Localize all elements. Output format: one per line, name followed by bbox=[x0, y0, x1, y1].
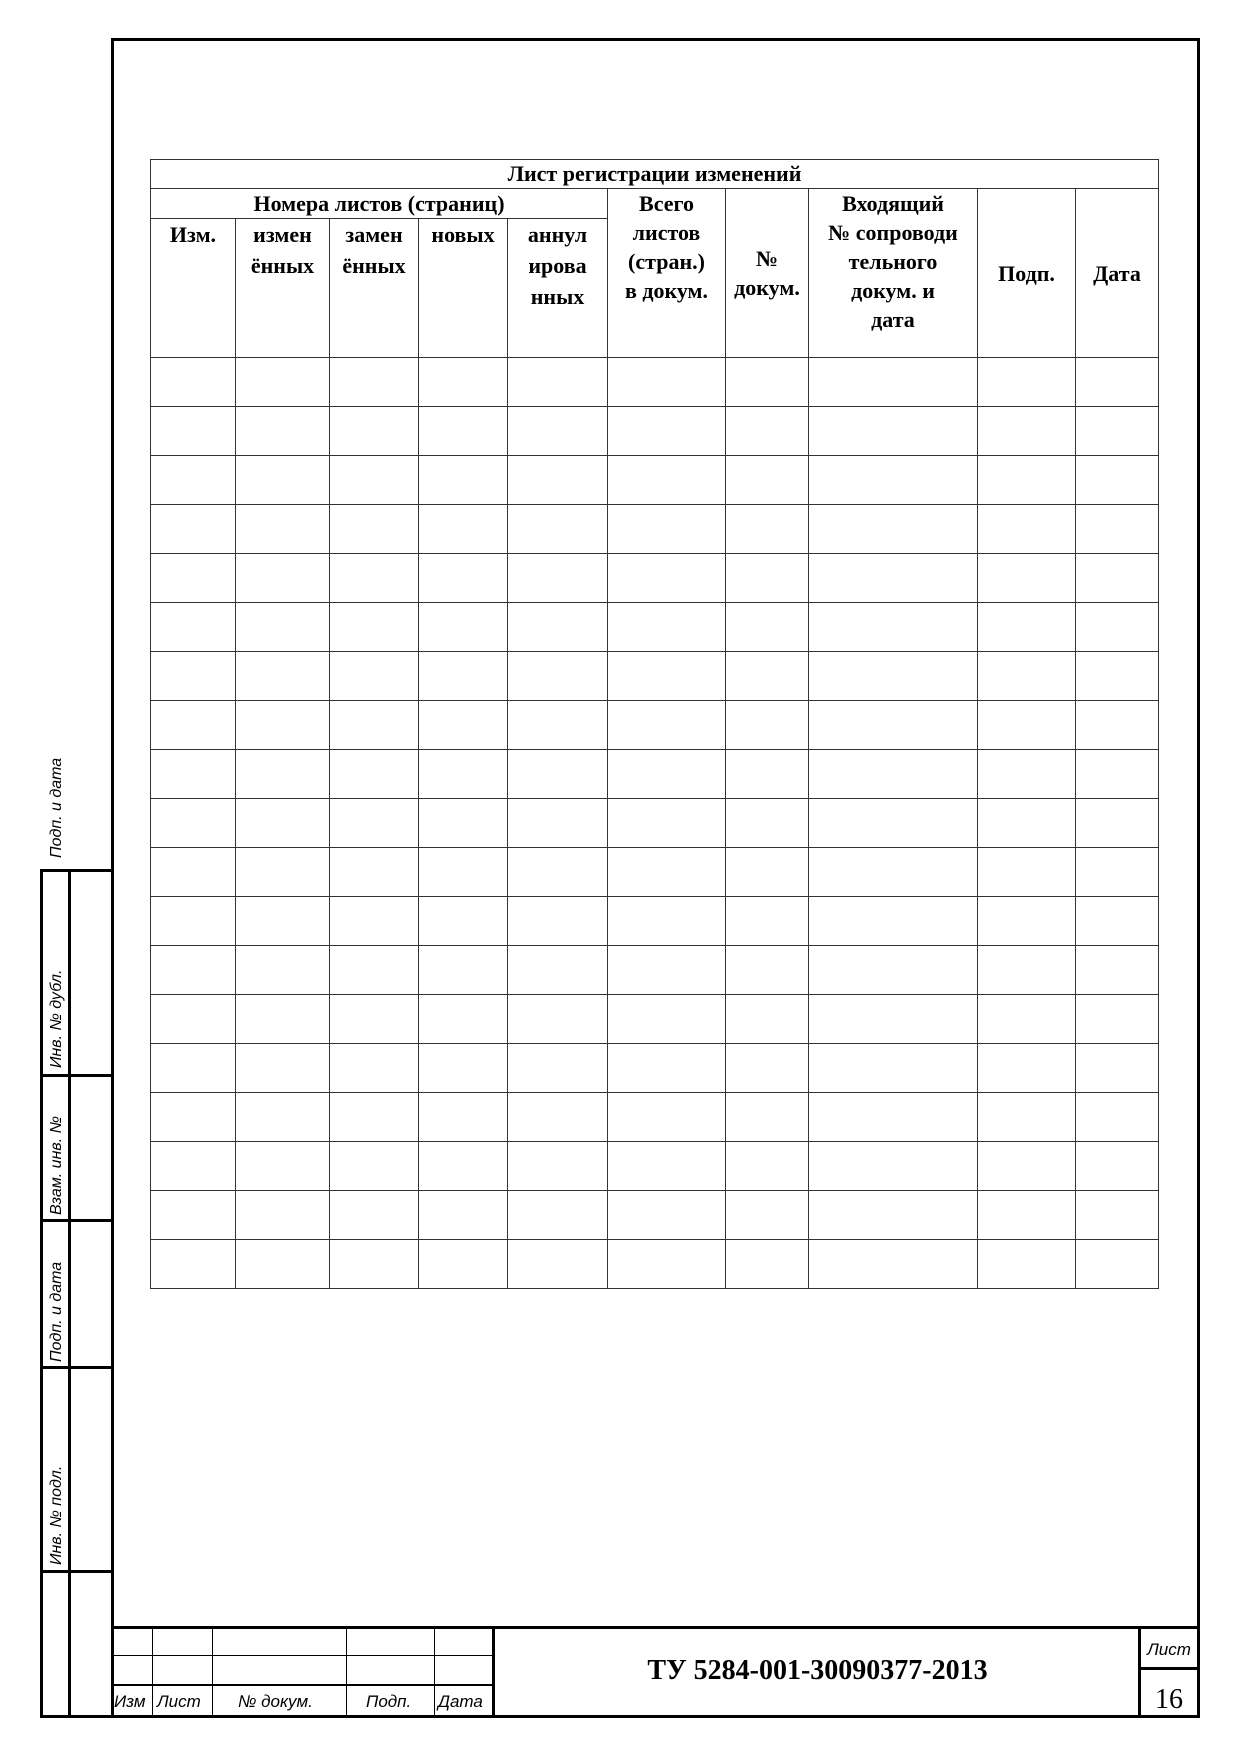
table-cell bbox=[508, 946, 608, 995]
table-cell bbox=[151, 1044, 236, 1093]
col-izm: Изм. bbox=[151, 219, 236, 358]
table-cell bbox=[151, 1142, 236, 1191]
table-cell bbox=[151, 554, 236, 603]
table-cell bbox=[608, 652, 726, 701]
table-cell bbox=[151, 603, 236, 652]
table-cell bbox=[330, 505, 419, 554]
table-cell bbox=[151, 652, 236, 701]
table-cell bbox=[809, 603, 978, 652]
table-row bbox=[151, 750, 1159, 799]
table-cell bbox=[330, 701, 419, 750]
table-cell bbox=[1076, 407, 1159, 456]
table-cell bbox=[726, 652, 809, 701]
table-cell bbox=[726, 897, 809, 946]
table-cell bbox=[419, 1142, 508, 1191]
table-row bbox=[151, 946, 1159, 995]
table-cell bbox=[151, 407, 236, 456]
table-cell bbox=[978, 848, 1076, 897]
col-changed: измен ённых bbox=[236, 219, 330, 358]
table-cell bbox=[508, 799, 608, 848]
table-cell bbox=[726, 1240, 809, 1289]
side-label-inv-podl: Инв. № подл. bbox=[48, 1465, 65, 1565]
table-row bbox=[151, 603, 1159, 652]
table-cell bbox=[608, 358, 726, 407]
table-cell bbox=[508, 456, 608, 505]
table-cell bbox=[508, 995, 608, 1044]
table-cell bbox=[608, 1142, 726, 1191]
table-cell bbox=[608, 1044, 726, 1093]
table-cell bbox=[809, 652, 978, 701]
table-row bbox=[151, 407, 1159, 456]
table-row bbox=[151, 1093, 1159, 1142]
table-cell bbox=[508, 1044, 608, 1093]
table-cell bbox=[419, 750, 508, 799]
table-cell bbox=[978, 897, 1076, 946]
change-registration-table bbox=[150, 159, 1159, 1289]
table-cell bbox=[1076, 1240, 1159, 1289]
table-cell bbox=[978, 456, 1076, 505]
table-cell bbox=[1076, 1191, 1159, 1240]
table-cell bbox=[978, 750, 1076, 799]
table-cell bbox=[330, 1044, 419, 1093]
table-cell bbox=[1076, 505, 1159, 554]
table-cell bbox=[1076, 603, 1159, 652]
table-cell bbox=[151, 456, 236, 505]
table-cell bbox=[236, 1240, 330, 1289]
table-cell bbox=[726, 848, 809, 897]
table-cell bbox=[508, 1191, 608, 1240]
table-cell bbox=[608, 701, 726, 750]
table-cell bbox=[330, 897, 419, 946]
table-cell bbox=[236, 505, 330, 554]
table-cell bbox=[419, 946, 508, 995]
table-cell bbox=[330, 358, 419, 407]
table-cell bbox=[1076, 799, 1159, 848]
table-cell bbox=[809, 554, 978, 603]
table-cell bbox=[726, 1142, 809, 1191]
table-cell bbox=[978, 799, 1076, 848]
table-cell bbox=[151, 799, 236, 848]
table-cell bbox=[809, 848, 978, 897]
table-cell bbox=[608, 603, 726, 652]
table-cell bbox=[236, 554, 330, 603]
table-cell bbox=[809, 505, 978, 554]
table-cell bbox=[1076, 848, 1159, 897]
table-cell bbox=[1076, 1044, 1159, 1093]
table-cell bbox=[508, 554, 608, 603]
col-annulled: аннул ирова нных bbox=[508, 219, 608, 358]
table-cell bbox=[1076, 946, 1159, 995]
table-cell bbox=[978, 946, 1076, 995]
table-cell bbox=[809, 1093, 978, 1142]
table-cell bbox=[330, 652, 419, 701]
table-cell bbox=[236, 995, 330, 1044]
table-cell bbox=[236, 701, 330, 750]
col-replaced: замен ённых bbox=[330, 219, 419, 358]
table-row bbox=[151, 652, 1159, 701]
table-cell bbox=[809, 946, 978, 995]
table-row bbox=[151, 1240, 1159, 1289]
table-cell bbox=[236, 456, 330, 505]
side-stamp-rule bbox=[40, 1366, 114, 1369]
table-cell bbox=[726, 1044, 809, 1093]
title-block-rule bbox=[111, 1655, 495, 1656]
table-cell bbox=[809, 1191, 978, 1240]
table-cell bbox=[151, 750, 236, 799]
table-cell bbox=[508, 407, 608, 456]
table-cell bbox=[419, 554, 508, 603]
table-cell bbox=[508, 1142, 608, 1191]
table-cell bbox=[330, 750, 419, 799]
table-cell bbox=[151, 995, 236, 1044]
tb-label-date: Дата bbox=[438, 1692, 483, 1711]
table-cell bbox=[330, 1191, 419, 1240]
table-cell bbox=[330, 1093, 419, 1142]
table-cell bbox=[236, 1093, 330, 1142]
title-block-col bbox=[346, 1626, 347, 1718]
table-body bbox=[151, 358, 1159, 1289]
col-total-sheets: Всего листов (стран.) в докум. bbox=[608, 189, 726, 358]
title-block-rule bbox=[111, 1684, 495, 1686]
table-row bbox=[151, 456, 1159, 505]
table-cell bbox=[151, 1093, 236, 1142]
table-cell bbox=[978, 603, 1076, 652]
table-cell bbox=[419, 456, 508, 505]
table-cell bbox=[1076, 1142, 1159, 1191]
table-cell bbox=[608, 1093, 726, 1142]
table-cell bbox=[236, 407, 330, 456]
table-cell bbox=[608, 1191, 726, 1240]
table-cell bbox=[809, 407, 978, 456]
table-cell bbox=[508, 1093, 608, 1142]
table-cell bbox=[809, 799, 978, 848]
table-cell bbox=[978, 1142, 1076, 1191]
table-cell bbox=[330, 848, 419, 897]
col-date: Дата bbox=[1076, 189, 1159, 358]
table-cell bbox=[419, 1093, 508, 1142]
table-cell bbox=[726, 554, 809, 603]
table-cell bbox=[1076, 358, 1159, 407]
col-incoming-doc: Входящий № сопроводи тельного докум. и дата bbox=[809, 189, 978, 358]
table-cell bbox=[419, 897, 508, 946]
table-cell bbox=[236, 1142, 330, 1191]
table-cell bbox=[978, 1093, 1076, 1142]
table-row bbox=[151, 848, 1159, 897]
table-cell bbox=[330, 603, 419, 652]
table-cell bbox=[330, 1240, 419, 1289]
table-cell bbox=[236, 946, 330, 995]
side-stamp-divider bbox=[68, 869, 71, 1718]
sheet-numbers-group-header: Номера листов (страниц) bbox=[151, 189, 608, 219]
table-cell bbox=[236, 799, 330, 848]
table-cell bbox=[419, 1240, 508, 1289]
table-cell bbox=[726, 750, 809, 799]
table-cell bbox=[419, 701, 508, 750]
table-cell bbox=[1076, 554, 1159, 603]
table-cell bbox=[1076, 652, 1159, 701]
col-doc-no: № докум. bbox=[726, 189, 809, 358]
table-cell bbox=[236, 848, 330, 897]
table-cell bbox=[608, 750, 726, 799]
title-block-col bbox=[492, 1626, 495, 1718]
table-cell bbox=[809, 701, 978, 750]
table-cell bbox=[726, 505, 809, 554]
table-cell bbox=[508, 1240, 608, 1289]
table-cell bbox=[419, 358, 508, 407]
table-cell bbox=[419, 1044, 508, 1093]
table-row bbox=[151, 799, 1159, 848]
table-cell bbox=[330, 995, 419, 1044]
title-block-rule bbox=[1138, 1667, 1200, 1670]
col-signature: Подп. bbox=[978, 189, 1076, 358]
table-row bbox=[151, 554, 1159, 603]
table-cell bbox=[608, 799, 726, 848]
table-cell bbox=[508, 750, 608, 799]
sheet-label: Лист bbox=[1147, 1640, 1191, 1659]
table-cell bbox=[330, 554, 419, 603]
table-row bbox=[151, 995, 1159, 1044]
table-cell bbox=[236, 603, 330, 652]
table-cell bbox=[151, 358, 236, 407]
table-row bbox=[151, 505, 1159, 554]
table-cell bbox=[608, 456, 726, 505]
table-cell bbox=[419, 1191, 508, 1240]
table-cell bbox=[419, 995, 508, 1044]
table-cell bbox=[508, 701, 608, 750]
table-cell bbox=[236, 652, 330, 701]
table-cell bbox=[330, 456, 419, 505]
side-label-sign-date: Подп. и дата bbox=[48, 1261, 65, 1362]
table-cell bbox=[236, 897, 330, 946]
table-cell bbox=[726, 603, 809, 652]
table-cell bbox=[726, 1191, 809, 1240]
table-cell bbox=[419, 848, 508, 897]
table-cell bbox=[508, 848, 608, 897]
table-cell bbox=[608, 848, 726, 897]
table-cell bbox=[809, 358, 978, 407]
table-cell bbox=[1076, 750, 1159, 799]
table-cell bbox=[978, 995, 1076, 1044]
table-cell bbox=[608, 897, 726, 946]
table-cell bbox=[236, 750, 330, 799]
table-cell bbox=[726, 946, 809, 995]
table-cell bbox=[809, 1240, 978, 1289]
table-cell bbox=[809, 1142, 978, 1191]
side-stamp-rule bbox=[40, 1570, 114, 1573]
sheet-number: 16 bbox=[1155, 1684, 1183, 1715]
table-cell bbox=[809, 456, 978, 505]
table-cell bbox=[508, 652, 608, 701]
table-cell bbox=[151, 1240, 236, 1289]
side-label-sign-date-top: Подп. и дата bbox=[48, 757, 65, 858]
tb-label-izm: Изм bbox=[114, 1692, 146, 1711]
title-block-top-rule bbox=[111, 1626, 1200, 1629]
table-cell bbox=[330, 799, 419, 848]
table-cell bbox=[608, 407, 726, 456]
table-cell bbox=[809, 750, 978, 799]
table-row bbox=[151, 358, 1159, 407]
side-stamp-rule bbox=[40, 1219, 114, 1222]
table-cell bbox=[726, 799, 809, 848]
tb-label-sign: Подп. bbox=[366, 1692, 412, 1711]
table-cell bbox=[608, 946, 726, 995]
table-cell bbox=[508, 603, 608, 652]
table-cell bbox=[608, 505, 726, 554]
table-cell bbox=[809, 1044, 978, 1093]
tb-label-list: Лист bbox=[157, 1692, 201, 1711]
table-cell bbox=[978, 701, 1076, 750]
title-block-col bbox=[434, 1626, 435, 1718]
table-cell bbox=[608, 1240, 726, 1289]
table-cell bbox=[726, 358, 809, 407]
table-cell bbox=[978, 652, 1076, 701]
table-cell bbox=[1076, 456, 1159, 505]
side-stamp-rule bbox=[40, 1074, 114, 1077]
table-cell bbox=[978, 358, 1076, 407]
table-cell bbox=[508, 505, 608, 554]
table-cell bbox=[978, 1191, 1076, 1240]
table-cell bbox=[236, 358, 330, 407]
table-cell bbox=[330, 407, 419, 456]
table-cell bbox=[809, 897, 978, 946]
table-cell bbox=[726, 1093, 809, 1142]
table-cell bbox=[236, 1191, 330, 1240]
tb-label-doc-no: № докум. bbox=[238, 1692, 313, 1711]
table-row bbox=[151, 1044, 1159, 1093]
table-cell bbox=[978, 1044, 1076, 1093]
table-cell bbox=[151, 897, 236, 946]
table-cell bbox=[978, 554, 1076, 603]
table-cell bbox=[330, 946, 419, 995]
table-cell bbox=[608, 554, 726, 603]
table-cell bbox=[726, 701, 809, 750]
table-row bbox=[151, 1142, 1159, 1191]
table-cell bbox=[608, 995, 726, 1044]
table-cell bbox=[330, 1142, 419, 1191]
table-cell bbox=[236, 1044, 330, 1093]
table-cell bbox=[1076, 897, 1159, 946]
table-cell bbox=[1076, 995, 1159, 1044]
table-cell bbox=[508, 358, 608, 407]
table-cell bbox=[419, 799, 508, 848]
table-cell bbox=[726, 456, 809, 505]
table-cell bbox=[151, 505, 236, 554]
table-cell bbox=[419, 603, 508, 652]
side-label-vzam-inv: Взам. инв. № bbox=[48, 1116, 65, 1215]
table-cell bbox=[151, 848, 236, 897]
title-block-col bbox=[212, 1626, 213, 1718]
table-cell bbox=[1076, 701, 1159, 750]
table-cell bbox=[978, 1240, 1076, 1289]
table-cell bbox=[978, 505, 1076, 554]
document-code: ТУ 5284-001-30090377-2013 bbox=[647, 1655, 988, 1686]
table-cell bbox=[419, 505, 508, 554]
table-cell bbox=[508, 897, 608, 946]
table-title: Лист регистрации изменений bbox=[151, 160, 1159, 189]
table-cell bbox=[726, 407, 809, 456]
table-cell bbox=[419, 652, 508, 701]
table-row bbox=[151, 897, 1159, 946]
table-cell bbox=[151, 1191, 236, 1240]
table-cell bbox=[809, 995, 978, 1044]
table-cell bbox=[978, 407, 1076, 456]
col-new: новых bbox=[419, 219, 508, 358]
table-cell bbox=[151, 701, 236, 750]
table-cell bbox=[726, 995, 809, 1044]
table-row bbox=[151, 1191, 1159, 1240]
table-cell bbox=[1076, 1093, 1159, 1142]
table-row bbox=[151, 701, 1159, 750]
side-label-inv-dubl: Инв. № дубл. bbox=[48, 969, 65, 1068]
table-cell bbox=[151, 946, 236, 995]
table-cell bbox=[419, 407, 508, 456]
title-block-col bbox=[152, 1626, 153, 1718]
